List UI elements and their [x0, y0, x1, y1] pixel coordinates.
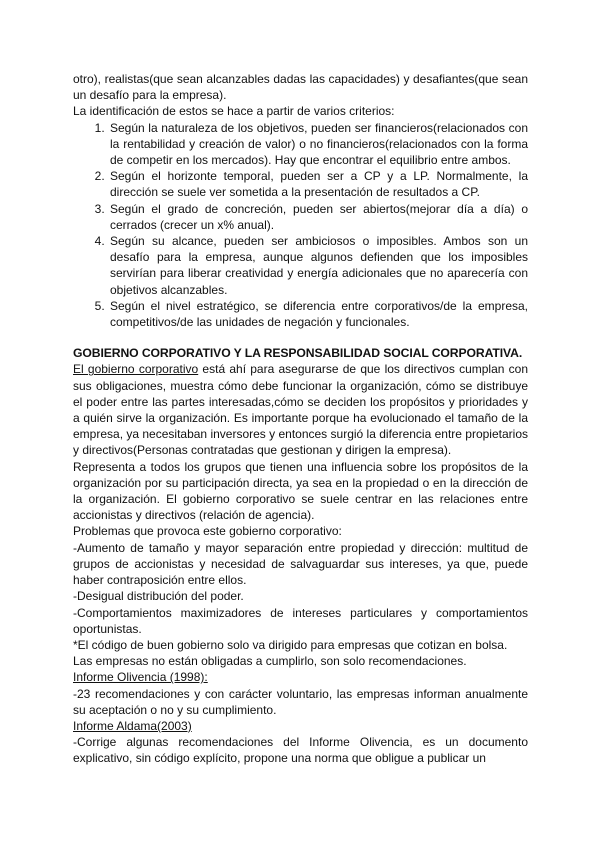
document-page [73, 71, 528, 767]
aldama-text: -Corrige algunas recomendaciones del Informe Olivencia, es un documento explicativo, sin código explícito, propone una norma que obligue a publicar un [73, 735, 528, 766]
section-heading: GOBIERNO CORPORATIVO Y LA RESPONSABILIDAD SOCIAL CORPORATIVA. [73, 346, 523, 361]
olivencia-title: Informe Olivencia (1998): [73, 670, 208, 685]
list-item: 4. Según su alcance, pueden ser ambiciosos o imposibles. Ambos son un desafío para la empresa, aunque algunos defienden que los imposibles servirían para liberar creatividad y energía adicionales que no aparecería con objetivos alcanzables. [108, 233, 528, 298]
problem-item: -Comportamientos maximizadores de intereses particulares y comportamientos oportunistas. [73, 605, 528, 636]
gc-term: El gobierno corporativo [73, 362, 199, 377]
code-note: *El código de buen gobierno solo va dirigido para empresas que cotizan en bolsa. [73, 637, 508, 652]
problems-lead: Problemas que provoca este gobierno corporativo: [73, 524, 342, 539]
gc-definition-text: está ahí para asegurarse de que los directivos cumplan con sus obligaciones, muestra cómo debe funcionar la organización, cómo se distribuye el poder entre las partes interesadas,cómo se deciden los propósitos y prioridades y a quién sirve la organización. Es importante porque ha evolucionado el tamaño de la empresa, ya necesitaban inversores y entonces surgió la diferencia entre propietarios y directivos(Personas contratadas que gestionan y dirigen la empresa). [73, 362, 529, 458]
olivencia-text: -23 recomendaciones y con carácter voluntario, las empresas informan anualmente su aceptación o no y su cumplimiento. [73, 686, 528, 717]
gc-definition [73, 361, 528, 458]
list-item: 5. Según el nivel estratégico, se diferencia entre corporativos/de la empresa, competitivos/de las unidades de negación y funcionales. [108, 298, 528, 330]
list-item: 3. Según el grado de concreción, pueden ser abiertos(mejorar día a día) o cerrados (crecer un x% anual). [108, 201, 528, 233]
intro-continuation: otro), realistas(que sean alcanzables dadas las capacidades) y desafiantes(que sean un desafío para la empresa). [73, 72, 528, 103]
represents-paragraph: Representa a todos los grupos que tienen una influencia sobre los propósitos de la organización por su participación directa, ya sea en la propiedad o en la dirección de la organización. El gobierno corporativo se suele centrar en las relaciones entre accionistas y directivos (relación de agencia). [73, 459, 528, 523]
problem-item: -Aumento de tamaño y mayor separación entre propiedad y dirección: multitud de grupos de accionistas y necesidad de salvaguardar sus intereses, ya que, puede haber contraposición entre ellos. [73, 540, 528, 588]
criteria-lead: La identificación de estos se hace a partir de varios criterios: [73, 104, 395, 119]
problem-item: -Desigual distribución del poder. [73, 589, 244, 604]
criteria-list [73, 120, 528, 331]
aldama-title: Informe Aldama(2003) [73, 718, 192, 733]
list-item: 1. Según la naturaleza de los objetivos, pueden ser financieros(relacionados con la rentabilidad y creación de valor) o no financieros(relacionados con la forma de competir en los mercados). Hay que encontrar el equilibrio entre ambos. [108, 120, 528, 169]
not-obliged-note: Las empresas no están obligadas a cumplirlo, son solo recomendaciones. [73, 654, 467, 669]
list-item: 2. Según el horizonte temporal, pueden ser a CP y a LP. Normalmente, la dirección se suele ver sometida a la presentación de resultados a CP. [108, 168, 528, 200]
